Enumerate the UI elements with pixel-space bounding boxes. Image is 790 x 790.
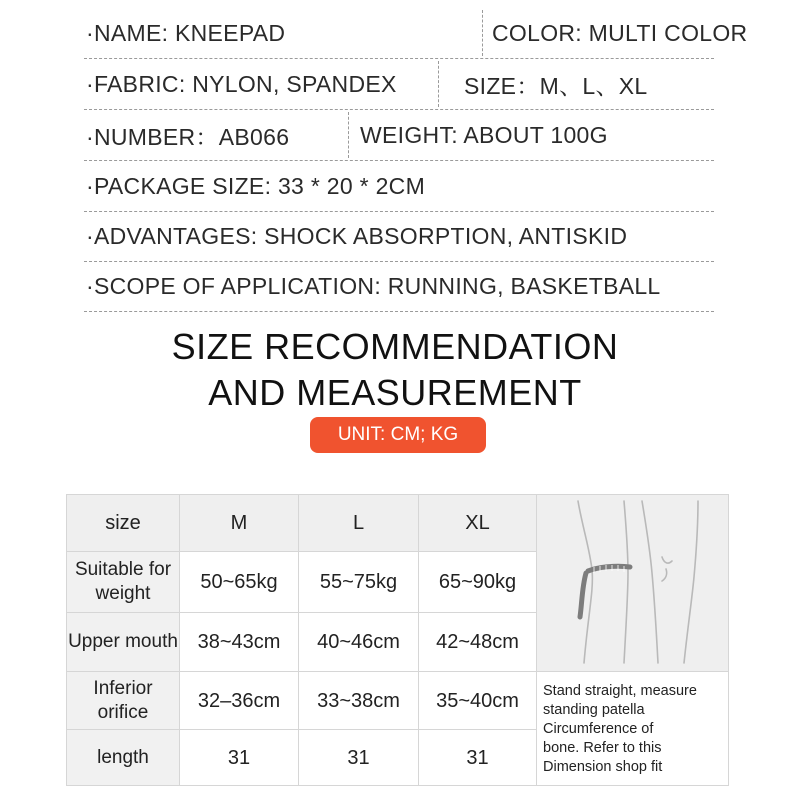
divider [482, 10, 483, 56]
section-title-line2: AND MEASUREMENT [208, 372, 582, 413]
spec-row-name-color [84, 8, 748, 59]
spec-row-fabric-size [84, 59, 714, 110]
measurement-note-cell [537, 672, 729, 786]
table-row [67, 672, 729, 730]
cell-weight-m: 50~65kg [180, 551, 299, 612]
row-label-inferior-orifice: Inferior orifice [67, 672, 180, 730]
header-size: size [67, 495, 180, 552]
measurement-note: Stand straight, measure standing patella Circumference of bone. Refer to this Dimension shop fit [543, 683, 697, 775]
spec-row-advantages [84, 211, 714, 262]
spec-row-number-weight [84, 110, 714, 161]
spec-package-size: ·PACKAGE SIZE: 33 * 20 * 2CM [86, 172, 426, 199]
cell-weight-l: 55~75kg [299, 551, 419, 612]
cell-length-m: 31 [180, 730, 299, 786]
cell-weight-xl: 65~90kg [419, 551, 537, 612]
cell-upper-xl: 42~48cm [419, 612, 537, 671]
spec-row-package [84, 161, 714, 212]
spec-scope: ·SCOPE OF APPLICATION: RUNNING, BASKETBALL [86, 272, 661, 299]
cell-upper-l: 40~46cm [299, 612, 419, 671]
spec-number: ·NUMBER：AB066 [86, 123, 290, 150]
knee-measurement-illustration-icon [538, 495, 728, 665]
cell-length-xl: 31 [419, 730, 537, 786]
header-l: L [299, 495, 419, 552]
spec-size: SIZE：M、L、XL [464, 72, 648, 99]
cell-inferior-l: 33~38cm [299, 672, 419, 730]
cell-length-l: 31 [299, 730, 419, 786]
header-xl: XL [419, 495, 537, 552]
spec-fabric: ·FABRIC: NYLON, SPANDEX [86, 70, 397, 97]
row-label-upper-mouth: Upper mouth [67, 612, 180, 671]
spec-row-scope [84, 261, 714, 312]
spec-advantages: ·ADVANTAGES: SHOCK ABSORPTION, ANTISKID [86, 222, 628, 249]
row-label-weight: Suitable for weight [67, 551, 180, 612]
size-table [66, 494, 729, 786]
header-m: M [180, 495, 299, 552]
cell-upper-m: 38~43cm [180, 612, 299, 671]
knee-illustration [537, 495, 729, 672]
row-label-length: length [67, 730, 180, 786]
divider [438, 61, 439, 107]
spec-color: COLOR: MULTI COLOR [492, 19, 748, 46]
spec-name: ·NAME: KNEEPAD [86, 19, 286, 46]
table-header-row [67, 495, 729, 552]
section-title-line1: SIZE RECOMMENDATION [171, 326, 619, 367]
spec-weight: WEIGHT: ABOUT 100G [360, 121, 608, 148]
cell-inferior-xl: 35~40cm [419, 672, 537, 730]
cell-inferior-m: 32–36cm [180, 672, 299, 730]
divider [348, 112, 349, 158]
unit-badge: UNIT: CM; KG [310, 417, 486, 453]
